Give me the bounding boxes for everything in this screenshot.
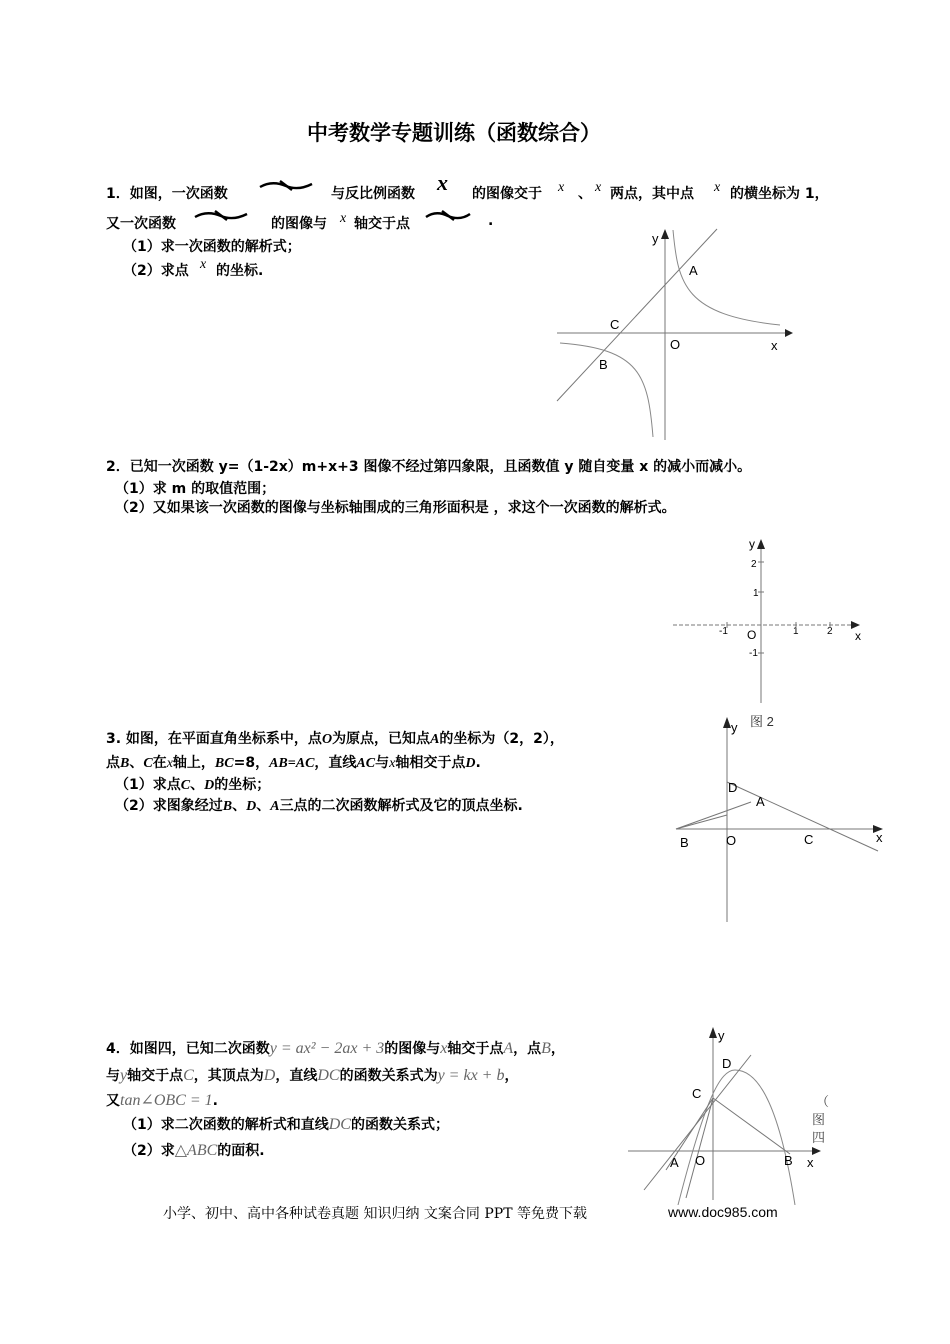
q4-label-y: y [718,1028,725,1043]
q4-line-DC: DC [317,1067,340,1084]
q3-sub2-a: （2）求图象经过 [115,798,223,814]
q4-point-B: B [541,1040,551,1057]
q4-line-extra [686,1098,713,1198]
q2-tick-xneg1: -1 [719,626,728,637]
q3-sub2-sep-1: 、 [232,798,247,814]
q4-var-x: x [440,1040,448,1057]
q4-y-arrow [709,1027,717,1038]
q3-line-AC [727,782,878,851]
q4-line3 [106,1090,218,1110]
q3-sub2-sep-2: 、 [256,798,271,814]
q3-point-C: C [143,756,153,771]
q1-line1-e: 两点，其中点 [610,186,694,202]
q3-line2 [106,752,481,772]
q1-sub2-a: （2）求点 [123,263,189,279]
q3-sub1-D: D [204,778,215,793]
q4-line3-a: 又 [106,1093,120,1109]
q3-sub2-A: A [270,799,280,814]
q3-label-y: y [731,720,738,735]
q1-formula-glyph-2: x [437,170,445,195]
q1-sub1: （1）求一次函数的解析式； [123,239,301,255]
q3-label-C: C [804,832,814,847]
q1-label-O: O [670,337,681,352]
q4-line1 [106,1038,565,1058]
q1-figure [545,225,795,445]
q1-formula-glyph-3 [193,208,251,222]
q4-point-D: D [263,1067,276,1084]
q4-caption-1: （ [816,1094,830,1109]
q3-sub2-B: B [222,799,233,814]
q1-line2-c: 轴交于点 [354,216,410,232]
q4-line1-a: 4．如图四，已知二次函数 [106,1041,270,1057]
q3-line2-c: 轴上， [172,755,215,771]
q3-label-x: x [876,830,883,845]
q1-line1-d: 、 [578,186,592,202]
q1-y-arrow [661,229,669,239]
q3-sub2-b: 三点的二次函数解析式及它的顶点坐标. [279,798,523,814]
q4-sub1-DC: DC [328,1116,351,1133]
q1-line1-f: 的横坐标为 1， [730,186,829,202]
q2-sub1: （1）求 m 的取值范围； [115,481,276,497]
q1-formula-glyph-4 [424,208,474,222]
q3-axis-glyph-1: x [166,756,173,771]
q1-line1-c: 的图像交于 [472,186,542,202]
q4-sub1 [123,1114,449,1134]
q1-sub2-b: 的坐标. [216,263,264,279]
q3-line1 [106,728,564,748]
q3-label-B: B [680,835,689,850]
q2-tick-y1: 1 [753,588,759,599]
q3-figure [670,712,890,927]
q3-point-O: O [321,732,333,747]
q4-sub2-a: （2）求 [123,1143,175,1159]
q3-line1-b: 为原点，已知点 [332,731,431,747]
q4-sub1-b: 的函数关系式； [350,1117,449,1133]
q3-sep: 、 [129,755,144,771]
q4-var-y: y [120,1067,128,1084]
q3-line-BA [676,802,751,829]
q3-line2-b: 在 [152,755,167,771]
q4-label-C: C [692,1086,702,1101]
q1-line2-b: 的图像与 [271,216,327,232]
q2-tick-y2: 2 [751,559,757,570]
q1-point-glyph-4: x [200,257,207,272]
q3-line2-g: 轴相交于点 [395,755,466,771]
q1-label-B: B [599,357,608,372]
footer-text: 小学、初中、高中各种试卷真题 知识归纳 文案合同 PPT 等免费下载 [163,1206,587,1222]
q4-label-O: O [695,1153,706,1168]
q4-label-B: B [784,1153,793,1168]
q4-triangle-ABC: △ABC [174,1142,218,1159]
q4-label-x: x [807,1155,814,1170]
q4-formula-linear: y = kx + b [437,1067,505,1084]
q3-line2-d: =8， [233,755,270,771]
q1-point-glyph-1: x [558,180,565,195]
q4-point-A: A [503,1040,514,1057]
q3-point-A: A [430,732,440,747]
q3-AC: AC [356,756,376,771]
q4-line2-e: 的函数关系式为 [339,1068,438,1084]
q2-tick-x2: 2 [827,626,833,637]
q1-axis-glyph: x [340,211,347,226]
q1-label-y: y [652,231,659,246]
q3-BC: BC [214,756,234,771]
q3-sub2-D: D [246,799,257,814]
q3-label-O: O [726,833,737,848]
q3-label-A: A [756,794,765,809]
q3-ABAC: AB=AC [269,756,315,771]
q4-formula-tan: tan∠OBC = 1 [120,1092,213,1109]
q3-line1-a: 3. 如图，在平面直角坐标系中，点 [106,731,322,747]
q4-label-A: A [670,1155,679,1170]
q3-sub1-b: 的坐标； [214,777,271,793]
q4-line-CB [713,1098,790,1154]
q4-label-D: D [722,1056,732,1071]
q4-formula-quadratic: y = ax² − 2ax + 3 [269,1040,385,1057]
q1-linear-line [557,229,717,401]
q3-sub1-sep: 、 [190,777,205,793]
q4-caption-3: 四 [812,1130,826,1145]
q3-y-arrow [723,717,731,728]
q3-axis-glyph-2: x [389,756,396,771]
q2-label-x: x [855,629,861,643]
q3-line-BD [676,815,727,829]
q1-x-arrow [785,329,793,337]
footer-url[interactable]: www.doc985.com [668,1204,778,1220]
q1-point-glyph-3: x [714,180,721,195]
q2-tick-yneg1: -1 [749,648,758,659]
q4-line1-b: 的图像与 [384,1041,441,1057]
q3-label-D: D [728,780,738,795]
q4-caption-2: 图 [812,1112,826,1127]
q2-x-arrow [851,621,860,629]
q4-line2-c: ，其顶点为 [193,1068,264,1084]
q4-figure [620,1020,835,1205]
q1-label-A: A [689,263,698,278]
q4-sub2-b: 的面积. [217,1143,265,1159]
q1-label-C: C [610,317,620,332]
q3-line2-a: 点 [106,755,120,771]
q2-y-arrow [757,539,765,549]
q3-sub2 [115,795,523,815]
q4-line1-e: ， [550,1041,565,1057]
q4-line2-d: ，直线 [275,1068,318,1084]
q3-line1-c: 的坐标为（2，2）， [439,731,564,747]
q1-line2-d: . [488,213,494,229]
q1-formula-glyph-1 [258,178,314,192]
q3-line2-f: 与 [375,755,390,771]
q4-sub2 [123,1140,265,1160]
q2-tick-x1: 1 [793,626,799,637]
q4-line2-a: 与 [106,1068,120,1084]
q2-sub2: （2）又如果该一次函数的图像与坐标轴围成的三角形面积是 ，求这个一次函数的解析式。 [115,500,676,516]
q1-line1-b: 与反比例函数 [331,186,415,202]
q4-sub1-a: （1）求二次函数的解析式和直线 [123,1117,329,1133]
q1-line2-a: 又一次函数 [106,216,176,232]
q3-sub1 [115,774,270,794]
q4-line1-c: 轴交于点 [447,1041,504,1057]
q3-point-B: B [120,756,130,771]
q1-line1-a: 1．如图，一次函数 [106,186,228,202]
q1-label-x: x [771,338,778,353]
q4-line1-d: ，点 [513,1041,542,1057]
q2-line1: 2．已知一次函数 y=（1-2x）m+x+3 图像不经过第四象限，且函数值 y 随自变量 x 的减小而减小。 [106,459,752,475]
q3-sub1-a: （1）求点 [115,777,181,793]
q3-line2-e: ，直线 [314,755,357,771]
q3-sub1-C: C [180,778,191,793]
page-title: 中考数学专题训练（函数综合） [307,121,601,145]
q4-line2-f: ， [504,1068,519,1084]
q4-line2-b: 轴交于点 [127,1068,184,1084]
q2-figure [665,533,875,733]
q4-line3-b: . [212,1093,218,1109]
q2-label-O: O [747,628,757,642]
q3-line2-h: . [475,755,481,771]
q4-x-arrow [812,1147,821,1155]
q3-point-D: D [465,756,476,771]
q4-point-C: C [183,1067,194,1084]
q1-point-glyph-2: x [595,180,602,195]
q2-label-y: y [749,537,755,551]
q4-line2 [106,1065,518,1085]
q2-caption: 图 2 [750,714,774,729]
